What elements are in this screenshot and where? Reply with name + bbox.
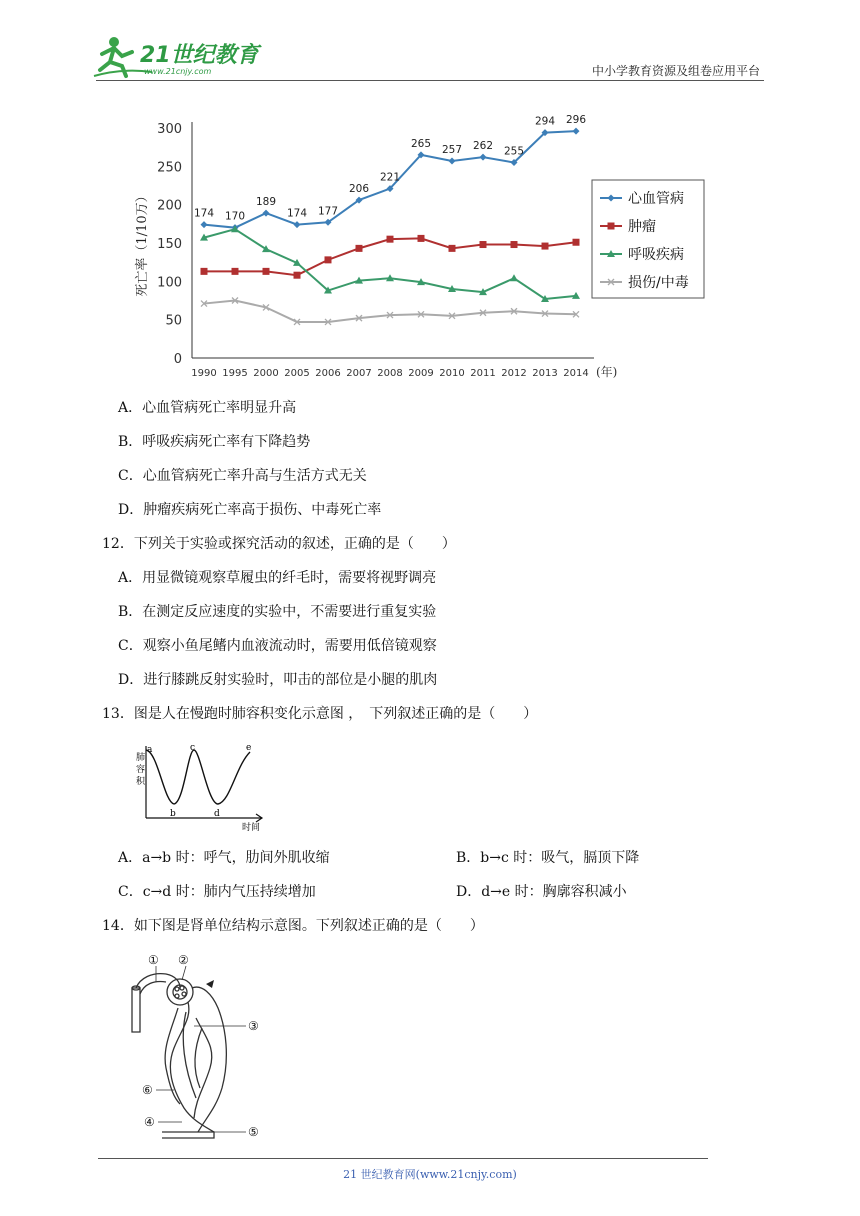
- q11-option-b: B．呼吸疾病死亡率有下降趋势: [118, 434, 311, 450]
- x-tick-label: 2010: [439, 368, 465, 379]
- legend-label: 损伤/中毒: [628, 275, 689, 291]
- data-point: [387, 236, 394, 243]
- legend-label: 肿瘤: [628, 219, 656, 235]
- logo-url: www.21cnjy.com: [144, 67, 212, 76]
- fig13-ylabel-1: 肺: [136, 753, 146, 763]
- lung-volume-figure: [138, 742, 268, 834]
- q13-option-d: D．d→e 时：胸廓容积减小: [456, 884, 627, 900]
- x-tick-label: 1990: [191, 368, 217, 379]
- nephron-figure: [122, 948, 274, 1140]
- q13-option-b: B．b→c 时：吸气，膈顶下降: [456, 850, 640, 866]
- q11-option-a: A．心血管病死亡率明显升高: [118, 400, 297, 416]
- data-point: [232, 268, 239, 275]
- data-point: [449, 157, 456, 164]
- x-tick-label: 1995: [222, 368, 248, 379]
- data-point: [294, 221, 301, 228]
- fig13-ylabel-2: 容: [136, 765, 146, 775]
- q14-stem: 14．如下图是肾单位结构示意图。下列叙述正确的是（ ）: [102, 918, 484, 934]
- x-tick-label: 2009: [408, 368, 434, 379]
- data-label: 174: [193, 207, 215, 220]
- data-point: [608, 223, 615, 230]
- data-point: [511, 241, 518, 248]
- data-point: [325, 256, 332, 263]
- y-tick-label: 250: [157, 160, 182, 176]
- q11-option-c: C．心血管病死亡率升高与生活方式无关: [118, 468, 367, 484]
- y-tick-label: 50: [165, 313, 182, 329]
- fig13-point-a: a: [147, 745, 153, 755]
- q13-option-c: C．c→d 时：肺内气压持续增加: [118, 884, 316, 900]
- q12-option-d: D．进行膝跳反射实验时，叩击的部位是小腿的肌肉: [118, 672, 438, 688]
- data-point: [573, 128, 580, 135]
- nephron-label-2: ②: [178, 953, 189, 967]
- fig13-point-b: b: [170, 809, 176, 819]
- data-point: [542, 243, 549, 250]
- fig13-point-c: c: [190, 743, 196, 753]
- data-point: [449, 245, 456, 252]
- q12-option-b: B．在测定反应速度的实验中，不需要进行重复实验: [118, 604, 437, 620]
- data-label: 257: [441, 143, 463, 156]
- data-label: 221: [379, 171, 401, 184]
- x-tick-label: 2008: [377, 368, 403, 379]
- data-point: [356, 245, 363, 252]
- x-tick-label: 2012: [501, 368, 527, 379]
- series-line-1: [204, 238, 576, 275]
- data-label: 177: [317, 205, 339, 218]
- q12-option-a: A．用显微镜观察草履虫的纤毛时，需要将视野调亮: [118, 570, 437, 586]
- fig13-point-d: d: [214, 809, 220, 819]
- x-tick-label: 2000: [253, 368, 279, 379]
- y-tick-label: 100: [157, 275, 182, 291]
- logo-text: 21世纪教育: [140, 43, 259, 68]
- nephron-label-4: ④: [144, 1115, 155, 1129]
- fig13-point-e: e: [246, 743, 252, 753]
- footer-divider: [98, 1158, 708, 1159]
- data-point: [480, 154, 487, 161]
- x-axis-unit: (年): [596, 365, 618, 379]
- nephron-label-1: ①: [148, 953, 159, 967]
- data-label: 294: [534, 115, 556, 128]
- y-tick-label: 150: [157, 237, 182, 252]
- q12-option-c: C．观察小鱼尾鳍内血液流动时，需要用低倍镜观察: [118, 638, 437, 654]
- nephron-label-5: ⑤: [248, 1125, 259, 1139]
- legend-label: 呼吸疾病: [628, 247, 684, 263]
- y-tick-label: 300: [157, 122, 182, 137]
- x-tick-label: 2005: [284, 368, 310, 379]
- y-tick-label: 0: [173, 352, 182, 367]
- fig13-xlabel: 时间: [242, 823, 261, 833]
- data-point: [510, 274, 518, 281]
- legend-label: 心血管病: [628, 191, 684, 207]
- series-line-3: [204, 301, 576, 322]
- data-label: 170: [224, 210, 246, 223]
- x-tick-label: 2007: [346, 368, 372, 379]
- data-point: [573, 239, 580, 246]
- fig13-ylabel-3: 积: [136, 777, 146, 787]
- data-point: [294, 272, 301, 279]
- data-label: 174: [286, 207, 308, 220]
- data-label: 296: [565, 114, 587, 127]
- data-point: [418, 235, 425, 242]
- data-point: [201, 221, 208, 228]
- data-point: [263, 268, 270, 275]
- header-divider: [96, 80, 764, 81]
- q13-stem: 13．图是人在慢跑时肺容积变化示意图 ， 下列叙述正确的是（ ）: [102, 706, 538, 722]
- data-label: 206: [348, 183, 370, 196]
- x-tick-label: 2013: [532, 368, 558, 379]
- data-label: 262: [472, 140, 494, 153]
- footer-text: 21 世纪教育网(www.21cnjy.com): [343, 1168, 517, 1181]
- q11-option-d: D．肿瘤疾病死亡率高于损伤、中毒死亡率: [118, 502, 382, 518]
- x-tick-label: 2014: [563, 368, 589, 379]
- nephron-label-3: ③: [248, 1019, 259, 1033]
- site-logo: [92, 32, 267, 82]
- data-point: [480, 241, 487, 248]
- y-axis-label: 死亡率（1/10万）: [135, 189, 150, 297]
- x-tick-label: 2011: [470, 368, 496, 379]
- data-label: 255: [503, 145, 525, 158]
- x-tick-label: 2006: [315, 368, 341, 379]
- q12-stem: 12．下列关于实验或探究活动的叙述，正确的是（ ）: [102, 536, 456, 552]
- nephron-label-6: ⑥: [142, 1083, 153, 1097]
- q13-option-a: A．a→b 时：呼气，肋间外肌收缩: [118, 850, 330, 866]
- data-label: 189: [255, 196, 277, 209]
- data-point: [201, 268, 208, 275]
- mortality-line-chart: [130, 108, 710, 398]
- data-label: 265: [410, 137, 432, 150]
- y-tick-label: 200: [157, 198, 182, 214]
- data-point: [263, 210, 270, 217]
- platform-name: 中小学教育资源及组卷应用平台: [591, 64, 760, 78]
